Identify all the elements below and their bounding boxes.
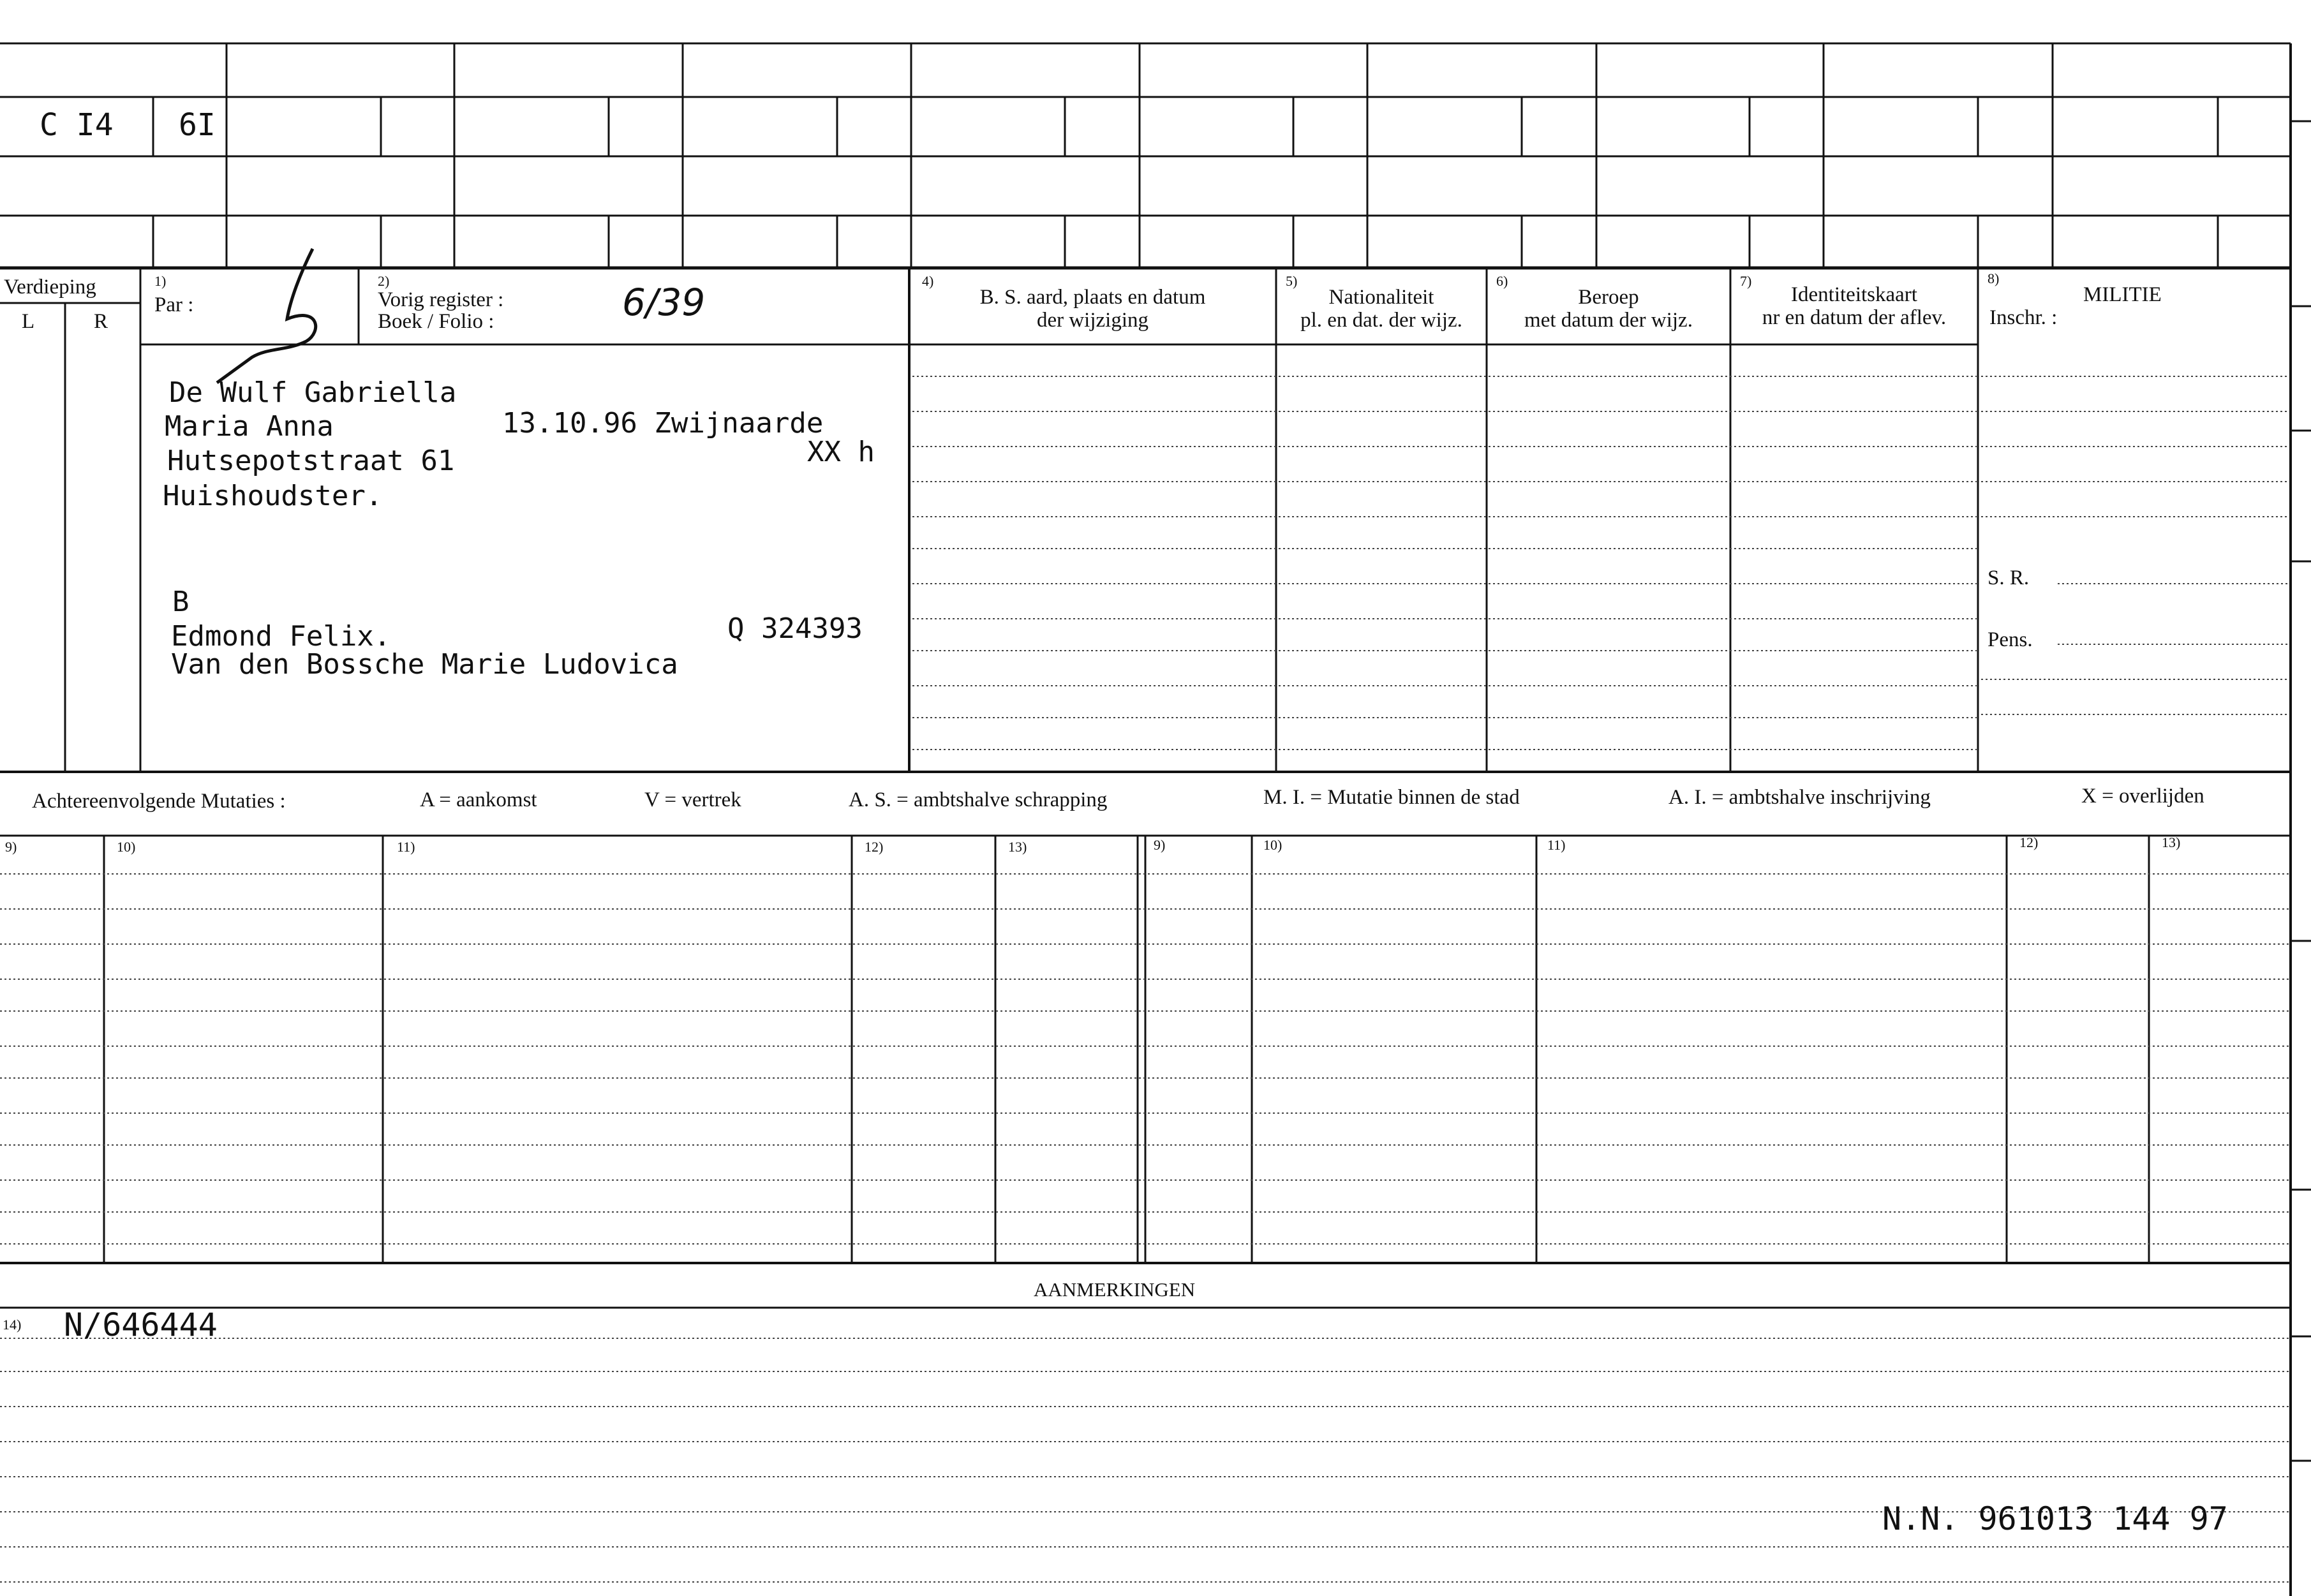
- person-status: XX h: [807, 436, 875, 468]
- mutaties-col-9-left: 9): [5, 839, 17, 855]
- person-birth: 13.10.96 Zwijnaarde: [502, 407, 824, 440]
- mutaties-vertrek: V = vertrek: [644, 788, 741, 811]
- mutaties-schrapping: A. S. = ambtshalve schrapping: [849, 788, 1108, 811]
- militie-pens-label: Pens.: [1988, 628, 2033, 651]
- vorig-register-label: Vorig register :: [378, 288, 504, 311]
- mutaties-col-12-right: 12): [2019, 834, 2039, 850]
- mutaties-col-10-right: 10): [1263, 837, 1282, 853]
- person-marker: B: [172, 586, 189, 618]
- person-name-line1: De Wulf Gabriella: [169, 376, 457, 409]
- mutaties-col-10-left: 10): [117, 839, 136, 855]
- col4-header-line2: der wijziging: [1036, 309, 1149, 332]
- person-father: Edmond Felix.: [171, 620, 391, 653]
- person-mother: Van den Bossche Marie Ludovica: [171, 648, 678, 681]
- col6-header-line1: Beroep: [1578, 286, 1639, 309]
- field-number-4: 4): [922, 273, 934, 289]
- person-id-number: Q 324393: [727, 612, 863, 645]
- mutaties-col-12-left: 12): [865, 839, 884, 855]
- aanmerkingen-title: AANMERKINGEN: [1034, 1278, 1196, 1301]
- col5-header-line2: pl. en dat. der wijz.: [1300, 309, 1462, 332]
- col6-header-line2: met datum der wijz.: [1524, 309, 1693, 332]
- field-number-7: 7): [1740, 273, 1752, 289]
- field-number-5: 5): [1286, 273, 1298, 289]
- national-number: N.N. 961013 144 97: [1882, 1500, 2228, 1537]
- boek-folio-label: Boek / Folio :: [378, 310, 494, 333]
- militie-inschr-label: Inschr. :: [1989, 306, 2058, 329]
- person-occupation: Huishoudster.: [163, 480, 383, 512]
- top-code-left: C I4: [40, 107, 114, 143]
- mutaties-col-11-left: 11): [397, 839, 415, 855]
- field-number-8: 8): [1988, 270, 2000, 286]
- verdieping-r: R: [94, 310, 108, 333]
- mutaties-intro: Achtereenvolgende Mutaties :: [32, 790, 286, 813]
- mutaties-col-13-right: 13): [2162, 834, 2181, 850]
- mutaties-col-13-left: 13): [1008, 839, 1027, 855]
- top-code-right: 6I: [179, 107, 216, 143]
- mutaties-inschrijving: A. I. = ambtshalve inschrijving: [1668, 786, 1931, 809]
- verdieping-label: Verdieping: [4, 276, 96, 299]
- verdieping-l: L: [22, 310, 35, 333]
- field-number-14: 14): [3, 1317, 22, 1333]
- col7-header-line1: Identiteitskaart: [1791, 283, 1917, 306]
- col4-header-line1: B. S. aard, plaats en datum: [979, 286, 1206, 309]
- col5-header-line1: Nationaliteit: [1328, 286, 1434, 309]
- par-label: Par :: [154, 293, 194, 316]
- person-address: Hutsepotstraat 61: [167, 445, 455, 477]
- militie-sr-label: S. R.: [1988, 566, 2030, 589]
- col7-header-line2: nr en datum der aflev.: [1762, 306, 1947, 329]
- aanmerkingen-entry: N/646444: [64, 1306, 218, 1343]
- person-name-line2: Maria Anna: [165, 410, 334, 443]
- register-value: 6/39: [622, 281, 706, 324]
- field-number-1: 1): [154, 273, 167, 289]
- mutaties-binnen-stad: M. I. = Mutatie binnen de stad: [1263, 786, 1520, 809]
- field-number-6: 6): [1496, 273, 1508, 289]
- mutaties-overlijden: X = overlijden: [2081, 785, 2204, 808]
- mutaties-col-11-right: 11): [1547, 837, 1566, 853]
- field-number-2: 2): [378, 273, 390, 289]
- mutaties-col-9-right: 9): [1154, 837, 1166, 853]
- mutaties-aankomst: A = aankomst: [420, 788, 537, 811]
- militie-title: MILITIE: [2083, 283, 2162, 306]
